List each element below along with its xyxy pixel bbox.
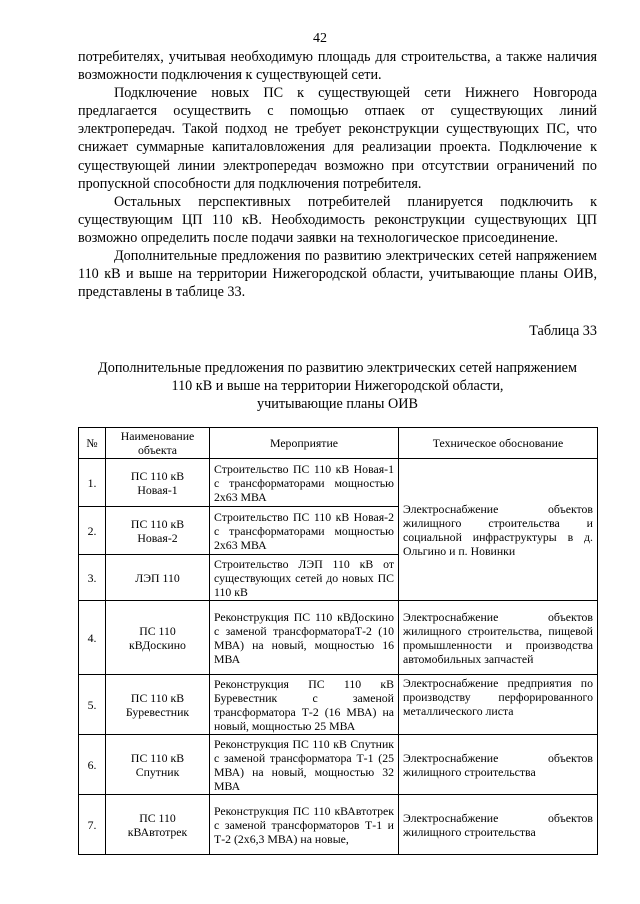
row-justification: Электроснабжение объектов жилищного строительства [399,735,598,795]
row-number: 5. [79,675,106,735]
table-caption-line: учитывающие планы ОИВ [257,396,418,412]
table-label: Таблица 33 [529,323,597,339]
row-object: ПС 110 кВ Новая-1 [106,459,210,507]
row-action: Реконструкция ПС 110 кВДоскино с заменой трансформатораТ-2 (10 МВА) на новый, мощностью 16 МВА [210,601,399,675]
row-justification: Электроснабжение объектов жилищного строительства [399,795,598,855]
table-row [79,459,598,507]
header-cell-number: № [79,428,106,459]
table-row [79,601,598,675]
header-cell-justification: Техническое обоснование [399,428,598,459]
row-object: ПС 110 кВ Новая-2 [106,507,210,555]
row-action: Строительство ЛЭП 110 кВ от существующих сетей до новых ПС 110 кВ [210,555,399,601]
table-caption [78,359,597,413]
row-number: 2. [79,507,106,555]
row-number: 3. [79,555,106,601]
paragraph: потребителях, учитывая необходимую площадь для строительства, а также наличия возможности подключения к существующей сети. [78,49,597,84]
row-object: ЛЭП 110 [106,555,210,601]
header-cell-object: Наименование объекта [106,428,210,459]
row-object: ПС 110 кВДоскино [106,601,210,675]
paragraph: Дополнительные предложения по развитию электрических сетей напряжением 110 кВ и выше на территории Нижегородской области, учитывающие планы ОИВ, представлены в таблице 33. [78,248,597,301]
row-justification: Электроснабжение предприятия по производству перфорированного металлического листа [399,675,598,735]
row-object: ПС 110 кВАвтотрек [106,795,210,855]
data-table [78,427,598,855]
row-number: 1. [79,459,106,507]
row-object: ПС 110 кВ Буревестник [106,675,210,735]
row-justification: Электроснабжение объектов жилищного строительства и социальной инфраструктуры в д. Ольгино и п. Новинки [399,459,598,601]
row-action: Реконструкция ПС 110 кВ Спутник с заменой трансформатора Т-1 (25 МВА) на новый, мощностью 32 МВА [210,735,399,795]
page-number: 42 [313,31,327,46]
row-number: 6. [79,735,106,795]
table-row [79,675,598,735]
row-number: 4. [79,601,106,675]
paragraph: Подключение новых ПС к существующей сети Нижнего Новгорода предлагается осуществить с помощью отпаек от существующих линий электропередач. Такой подход не требует реконструкции существующих ПС, что снижает суммарные капиталовложения для реализации проекта. Подключение к существующей линии электропередач возможно при отсутствии ограничений по пропускной способности для подключения потребителя. [78,85,597,192]
table-row [79,795,598,855]
table-caption-line: Дополнительные предложения по развитию электрических сетей напряжением [98,360,577,376]
row-action: Строительство ПС 110 кВ Новая-2 с трансформаторами мощностью 2х63 МВА [210,507,399,555]
row-action: Реконструкция ПС 110 кВ Буревестник с заменой трансформатора Т-2 (16 МВА) на новый, мощностью 25 МВА [210,675,399,735]
row-action: Строительство ПС 110 кВ Новая-1 с трансформаторами мощностью 2х63 МВА [210,459,399,507]
table-row [79,735,598,795]
table-header-row [79,428,598,459]
header-cell-action: Мероприятие [210,428,399,459]
paragraph: Остальных перспективных потребителей планируется подключить к существующим ЦП 110 кВ. Необходимость реконструкции существующих ЦП возможно определить после подачи заявки на технологическое присоединение. [78,193,597,246]
body-text [78,48,597,301]
row-justification: Электроснабжение объектов жилищного строительства, пищевой промышленности и производства автомобильных запчастей [399,601,598,675]
row-action: Реконструкция ПС 110 кВАвтотрек с заменой трансформаторов Т-1 и Т-2 (2х6,3 МВА) на новые, [210,795,399,855]
row-object: ПС 110 кВ Спутник [106,735,210,795]
row-number: 7. [79,795,106,855]
table-caption-line: 110 кВ и выше на территории Нижегородской области, [171,378,504,394]
